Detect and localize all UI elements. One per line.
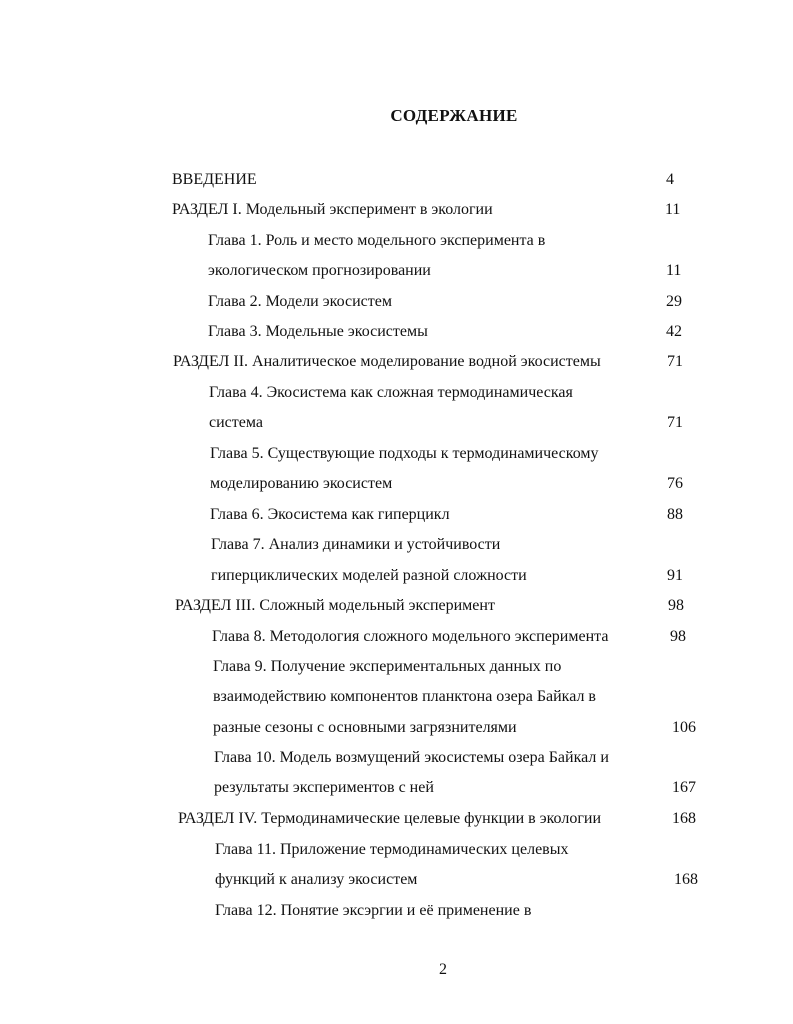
- toc-entry-text: Глава 1. Роль и место модельного эксперимента в: [208, 232, 546, 249]
- toc-entry-text: гиперциклических моделей разной сложности: [211, 567, 527, 584]
- toc-entry-text: моделированию экосистем: [210, 475, 393, 492]
- toc-entry-text: система: [209, 414, 263, 431]
- toc-entry-page: 76: [667, 475, 683, 492]
- page-number: 2: [439, 961, 447, 978]
- toc-entry-text: ВВЕДЕНИЕ: [172, 171, 257, 188]
- toc-entry-page: 71: [667, 353, 683, 370]
- toc-entry-page: 11: [665, 201, 681, 218]
- toc-entry-page: 91: [667, 567, 683, 584]
- toc-entry-text: РАЗДЕЛ I. Модельный эксперимент в экологии: [172, 201, 493, 218]
- toc-entry-page: 88: [667, 506, 683, 523]
- toc-entry-text: Глава 9. Получение экспериментальных данных по: [213, 658, 562, 675]
- toc-entry-text: разные сезоны с основными загрязнителями: [213, 719, 517, 736]
- toc-entry-page: 167: [672, 779, 696, 796]
- toc-entry-page: 98: [668, 597, 684, 614]
- toc-entry-text: Глава 8. Методология сложного модельного эксперимента: [212, 628, 609, 645]
- toc-entry-page: 29: [666, 293, 682, 310]
- toc-entry-text: Глава 11. Приложение термодинамических целевых: [215, 841, 569, 858]
- toc-entry-page: 11: [666, 262, 682, 279]
- toc-entry-text: результаты экспериментов с ней: [214, 779, 434, 796]
- toc-entry-text: Глава 3. Модельные экосистемы: [208, 323, 428, 340]
- toc-entry-text: РАЗДЕЛ II. Аналитическое моделирование водной экосистемы: [173, 353, 601, 370]
- toc-entry-page: 168: [674, 871, 698, 888]
- toc-entry-page: 4: [666, 171, 674, 188]
- toc-entry-page: 98: [670, 628, 686, 645]
- toc-entry-text: Глава 5. Существующие подходы к термодинамическому: [210, 445, 599, 462]
- toc-entry-text: экологическом прогнозировании: [208, 262, 431, 279]
- toc-entry-text: РАЗДЕЛ III. Сложный модельный эксперимент: [175, 597, 495, 614]
- toc-entry-text: Глава 7. Анализ динамики и устойчивости: [211, 536, 501, 553]
- toc-entry-text: Глава 10. Модель возмущений экосистемы озера Байкал и: [214, 749, 609, 766]
- toc-entry-text: функций к анализу экосистем: [215, 871, 418, 888]
- toc-entry-text: взаимодействию компонентов планктона озера Байкал в: [213, 688, 596, 705]
- toc-entry-text: Глава 2. Модели экосистем: [208, 293, 392, 310]
- toc-entry-text: Глава 6. Экосистема как гиперцикл: [210, 506, 450, 523]
- toc-entry-text: Глава 12. Понятие эксэргии и её применение в: [215, 902, 532, 919]
- toc-entry-page: 106: [672, 719, 696, 736]
- toc-entry-text: РАЗДЕЛ IV. Термодинамические целевые функции в экологии: [178, 810, 602, 827]
- toc-entry-page: 71: [667, 414, 683, 431]
- toc-entry-text: Глава 4. Экосистема как сложная термодинамическая: [209, 384, 573, 401]
- toc-entry-page: 168: [672, 810, 696, 827]
- toc-entry-page: 42: [666, 323, 682, 340]
- page-title: СОДЕРЖАНИЕ: [390, 106, 518, 125]
